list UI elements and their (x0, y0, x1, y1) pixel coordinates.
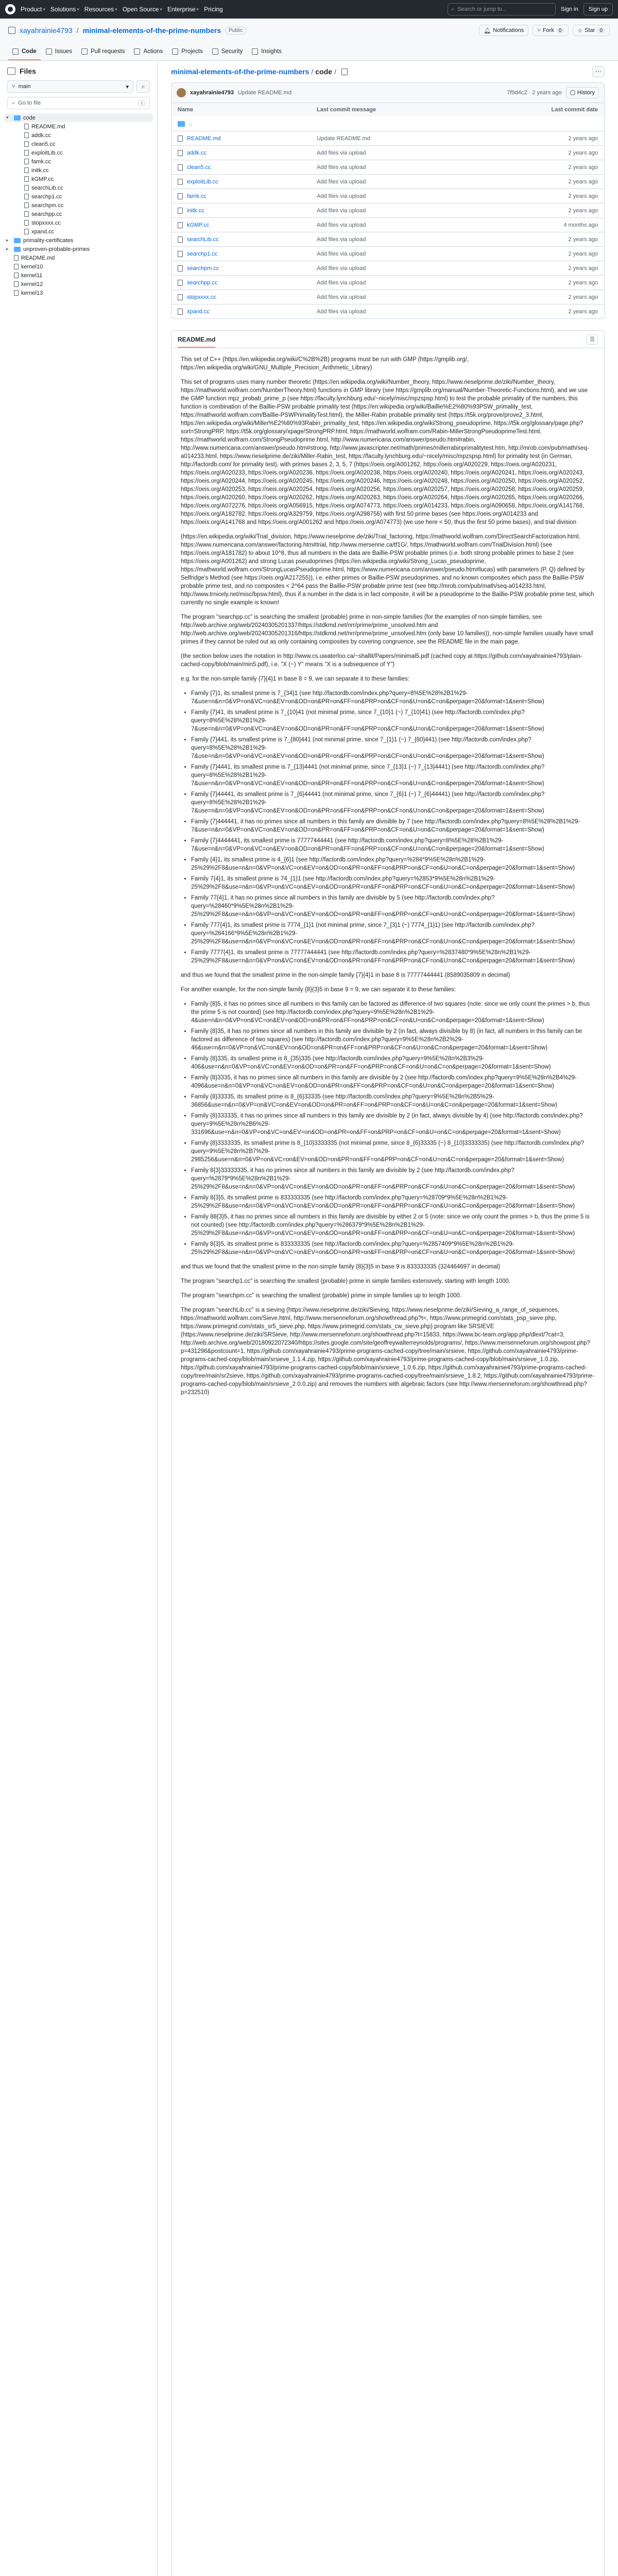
tab-issues[interactable]: Issues (42, 44, 76, 60)
tree-item-label: unproven-probable-primes (23, 246, 90, 252)
commit-date: 2 years ago (568, 164, 598, 171)
star-count: 0 (597, 28, 605, 33)
list-item: • Family 7{4}1, its smallest prime is 74_{1}1 (see http://factordb.com/index.php?query=%2853*9%5E%28n%2B1%29-25%29%2F8&use=n&n=0&VP=on&VC=on&EV=on&OD=on&PR=on&FF=on&PRP=on&CF=on&U=on&C=on&perpage=20&format=1&sent=Show) (191, 875, 595, 891)
commit-date: 4 months ago (563, 222, 598, 228)
file-icon (178, 164, 183, 171)
breadcrumb: minimal-elements-of-the-prime-numbers / code / (171, 67, 348, 76)
list-item: • Family 8{3}33333335, it has no primes since all numbers in this family are divisible by 2 (see http://factordb.com/index.php?query=%2879*9%5E%28n%2B1%29-25%29%2F8&use=n&n=0&VP=on&VC=on&EV=on&OD=on&PR=on&FF=on&PRP=on&CF=on&U=on&C=on&perpage=20&format=1&sent=Show) (191, 1166, 595, 1191)
tree-item[interactable] (4, 166, 153, 175)
chevron-down-icon: ▾ (196, 6, 199, 12)
tree-item[interactable] (4, 262, 153, 271)
readme-paragraph: This set of C++ (https://en.wikipedia.org/wiki/C%2B%2B) programs must be run with GMP (https://gmplib.org/, https://en.wikipedia.org/wiki/GNU_Multiple_Precision_Arithmetic_Library) (181, 357, 469, 371)
chevron-icon: ▾ (6, 115, 9, 120)
list-item: • Family {7}4441, its smallest prime is 7_{13}4441 (not minimal prime, since 7_{13}1 (~) 7_{13}4441) (see http://factordb.com/index.php?query=8%5E%28%2B1%29-7&use=n&n=0&VP=on&VC=on&EV=on&OD=on&PR=on&FF=on&PRP=on&CF=on&U=on&C=on&perpage=20&format=1&sent=Show) (191, 763, 595, 788)
global-search-input[interactable]: ⌕ Search or jump to... (448, 3, 556, 15)
tree-item[interactable] (4, 280, 153, 289)
tree-item-label: README.md (31, 123, 65, 130)
file-icon (178, 222, 183, 228)
readme-paragraph: The program "searchp1.cc" is searching the smallest (probable) prime in simple families extensively, starting with length 1000. (181, 1278, 511, 1284)
file-name-link[interactable]: README.md (187, 135, 221, 142)
more-options-button[interactable] (592, 66, 605, 77)
go-to-file-input[interactable]: ⌕ Go to file t (7, 97, 150, 109)
commit-date: 2 years ago (568, 193, 598, 199)
branch-selector[interactable]: ⑂ main ▾ (7, 80, 133, 93)
tree-item[interactable] (4, 148, 153, 157)
commit-date: 2 years ago (568, 178, 598, 185)
file-icon (178, 251, 183, 257)
tree-item-label: searchpp.cc (31, 211, 62, 217)
tree-item-label: primality-certificates (23, 237, 74, 244)
play-icon (134, 48, 140, 55)
tab-projects[interactable]: Projects (168, 44, 207, 60)
list-item: • Family {7}4444441, its smallest prime is 77777444441 (see http://factordb.com/index.php?query=8%5E%28%2B1%29-7&use=n&n=0&VP=on&VC=on&EV=on&OD=on&PR=on&FF=on&PRP=on&CF=on&U=on&C=on&perpage=20&format=1&sent=Show) (191, 837, 595, 853)
tree-item-label: kernel11 (21, 272, 43, 279)
breadcrumb-repo-link[interactable]: minimal-elements-of-the-prime-numbers (171, 67, 310, 76)
tree-item-label: kernel13 (21, 290, 43, 296)
visibility-badge: Public (225, 27, 246, 35)
breadcrumb-current: code (315, 67, 332, 76)
tree-item-label: famk.cc (31, 158, 51, 165)
tree-item-label: stopxxxx.cc (31, 219, 61, 226)
commit-message-link[interactable]: Add files via upload (317, 294, 366, 300)
nav-open-source[interactable]: Open Source ▾ (122, 6, 162, 13)
file-name-link[interactable]: exploitLib.cc (187, 178, 218, 185)
commit-message-link[interactable]: Add files via upload (317, 250, 366, 257)
search-icon: ⌕ (451, 6, 455, 12)
file-icon (14, 255, 19, 261)
tree-item-label: clean5.cc (31, 141, 56, 147)
table-row[interactable] (171, 174, 604, 189)
folder-icon (14, 247, 21, 252)
avatar[interactable] (177, 88, 186, 97)
tab-code[interactable]: Code (8, 44, 41, 60)
list-item: • Family {7}441, its smallest prime is 7_{80}441 (not minimal prime, since 7_{1}1 (~) 7_{80}441) (see http://factordb.com/index.php?query=8%5E%28%2B1%29-7&use=n&n=0&VP=on&VC=on&EV=on&OD=on&PR=on&FF=on&PRP=on&CF=on&U=on&C=on&perpage=20&format=1&sent=Show) (191, 736, 595, 760)
commit-date: 2 years ago (568, 149, 598, 156)
latest-commit-bar (171, 82, 605, 103)
commit-message-link[interactable]: Add files via upload (317, 164, 366, 171)
file-icon (178, 236, 183, 243)
commit-date: 2 years ago (568, 236, 598, 243)
tab-security[interactable]: Security (208, 44, 247, 60)
commit-message-link[interactable]: Update README.md (317, 135, 370, 142)
readme-paragraph: For another example, for the non-simple family {8}{3}5 in base 9 = 9, we can separate it to these families: (181, 987, 456, 993)
commit-message-link[interactable]: Add files via upload (317, 236, 366, 243)
commit-date: 2 years ago (568, 265, 598, 272)
readme-title[interactable]: README.md (178, 335, 216, 343)
table-row[interactable] (171, 232, 604, 246)
list-item: • Family 777{4}1, its smallest prime is 7774_{1}1 (not minimal prime, since 7_{3}1 (~) 7774_{1}1) (see http://factordb.com/index.php?query=%284166*9%5E%28n%2B1%29-25%29%2F8&use=n&n=0&VP=on&VC=on&EV=on&OD=on&PR=on&FF=on&PRP=on&CF=on&U=on&C=on&perpage=20&format=1&sent=Show) (191, 921, 595, 946)
list-item: • Family 8{3}5, its smallest prime is 833333335 (see http://factordb.com/index.php?query=%2857409*9%5E%28n%2B1%29-25%29%2F8&use=n&n=0&VP=on&VC=on&EV=on&OD=on&PR=on&FF=on&PRP=on&CF=on&U=on&C=on&perpage=20&format=1&sent=Show) (191, 1240, 595, 1257)
sidebar-title: Files (20, 67, 36, 75)
search-icon: ⌕ (12, 99, 15, 106)
table-row[interactable] (171, 275, 604, 290)
tab-actions[interactable]: Actions (130, 44, 167, 60)
file-icon (24, 132, 29, 138)
history-button[interactable]: History (566, 87, 599, 98)
tree-item[interactable] (4, 183, 153, 192)
file-name-link[interactable]: addk.cc (187, 149, 207, 156)
file-icon (24, 124, 29, 129)
nav-enterprise[interactable]: Enterprise ▾ (167, 6, 199, 13)
commit-date: 2 years ago (568, 294, 598, 300)
tree-item-label: code (23, 114, 36, 121)
table-row[interactable] (171, 189, 604, 203)
commit-message-link[interactable]: Add files via upload (317, 207, 366, 214)
tree-item-label: xpand.cc (31, 228, 55, 235)
list-item: • Family {8}33335, its smallest prime is 8_{6}33335 (see http://factordb.com/index.php?query=9%5E%28n%2B5%29-36856&use=n&n=0&VP=on&VC=on&EV=on&OD=on&PR=on&FF=on&PRP=on&CF=on&U=on&C=on&perpage=20&format=1&sent=Show) (191, 1093, 595, 1109)
star-icon: ☆ (577, 27, 583, 34)
table-row[interactable] (171, 203, 604, 217)
commit-date: 2 years ago (568, 207, 598, 214)
readme-paragraph: and thus we found that the smallest prime in the non-simple family {8}{3}5 in base 9 is 833333335 (324464697 in decimal) (181, 1264, 501, 1270)
folder-icon (14, 115, 21, 121)
tree-item[interactable] (4, 227, 153, 236)
table-row[interactable] (171, 217, 604, 232)
tree-item[interactable] (4, 218, 153, 227)
search-icon: ⌕ (141, 82, 145, 90)
file-icon (24, 185, 29, 191)
notifications-button[interactable]: 🔔︎ Notifications (479, 25, 528, 36)
file-icon (14, 264, 19, 269)
commit-date: 2 years ago (568, 279, 598, 286)
chevron-down-icon: ▾ (115, 6, 117, 12)
sidebar-collapse-icon[interactable] (7, 67, 15, 75)
list-item: • Family {8}35, it has no primes since all numbers in this family are divisible by 2 (in fact, always divisible by 8) (in fact, all numbers in this family can be factored as difference of two squares) (see http://factordb.com/index.php?query=9%5E%28n%2B2%29-46&use=n&n=0&VP=on&VC=on&EV=on&OD=on&PR=on&FF=on&PRP=on&CF=on&U=on&C=on&perpage=20&format=1&sent=Show) (191, 1027, 595, 1052)
file-icon (178, 265, 183, 272)
bell-icon: 🔔︎ (484, 27, 491, 34)
list-item: • Family 7777{4}1, its smallest prime is 77777444441 (see http://factordb.com/index.php?query=%2837480*9%5E%28n%2B1%29-25%29%2F8&use=n&n=0&VP=on&VC=on&EV=on&OD=on&PR=on&FF=on&PRP=on&CF=on&U=on&C=on&perpage=20&format=1&sent=Show) (191, 948, 595, 965)
file-icon (24, 159, 29, 164)
file-icon (24, 194, 29, 199)
tree-item[interactable] (4, 113, 153, 122)
table-icon (172, 48, 178, 55)
search-files-button[interactable] (136, 80, 150, 93)
file-name-link[interactable]: kGMP.cc (187, 222, 210, 228)
file-name-link[interactable]: initk.cc (187, 207, 204, 214)
tree-item[interactable] (4, 271, 153, 280)
file-icon (24, 176, 29, 182)
commit-date: 2 years ago (568, 250, 598, 257)
tree-item[interactable] (4, 122, 153, 131)
tree-item-label: searchp1.cc (31, 193, 62, 200)
file-icon (24, 150, 29, 156)
list-item: • Family {8}5, it has no primes since all numbers in this family can be factored as difference of two squares (note: since we only count the primes > b, thus the prime 5 is not counted) (see http://factordb.com/index.php?query=9%5E%28n%2B1%29-4&use=n&n=0&VP=on&VC=on&EV=on&OD=on&PR=on&FF=on&PRP=on&CF=on&U=on&C=on&perpage=20&format=1&sent=Show) (191, 1000, 595, 1025)
file-name-link[interactable]: famk.cc (187, 193, 207, 199)
branch-icon: ⑂ (12, 83, 15, 90)
tree-item[interactable] (4, 192, 153, 201)
readme-paragraph: The program "searchLib.cc" is a sieving (https://www.rieselprime.de/ziki/Sieving, https://www.rieselprime.de/ziki/Sieving_a_range_of_sequences, https://mathworld.wolfram.com/Sieve.html, http://www.mersenneforum.org/showthread.php?t=, https://www.primegrid.com/stats_psp_sieve.php, https://www.primegrid.com/stats_sr5_sieve.php, https://www.primegrid.com/stats_cw_sieve.php) program like SRSIEVE (https://www.rieselprime.de/ziki/SRSieve, http://www.mersenneforum.org/showthread.php?t=15833, https://www.bc-team.org/app.php/dlext/?cat=3, http://web.archive.org/web/20180922072340/https://sites.google.com/site/geoffreywalterreynolds/programs/, https://www.mersenneforum.org/showpost.php?p=431296&postcount=1, https://github.com/xayahrainie4793/prime-programs-cached-copy/tree/main/srsieve, https://github.com/xayahrainie4793/prime-programs-cached-copy/blob/main/srsieve_1.1.4.zip, https://github.com/xayahrainie4793/prime-programs-cached-copy/blob/main/srsieve_1.0.zip, https://github.com/xayahrainie4793/prime-programs-cached-copy/blob/main/srsieve_1.0.6.zip, https://github.com/xayahrainie4793/prime-programs-cached-copy/tree/main/sr2sieve, https://github.com/xayahrainie4793/prime-programs-cached-copy/tree/main/srsieve_1.8.2, https://github.com/xayahrainie4793/prime-programs-cached-copy/blob/main/srsieve_2.0.0.zip) and removes the numbers with algebraic factors (see http://www.mersenneforum.org/showthread.php?p=232510) (181, 1307, 594, 1396)
list-item: • Family {7}444441, it has no primes since all numbers in this family are divisible by 7 (see http://factordb.com/index.php?query=8%5E%28%2B1%29-7&use=n&n=0&VP=on&VC=on&EV=on&OD=on&PR=on&FF=on&PRP=on&CF=on&U=on&C=on&perpage=20&format=1&sent=Show) (191, 818, 595, 834)
tree-item-label: kernel10 (21, 263, 43, 270)
file-icon (24, 220, 29, 226)
tree-item-label: kernel12 (21, 281, 43, 287)
readme-paragraph: (the section below uses the notation in http://www.cs.uwaterloo.ca/~shallit/Papers/minimal5.pdf (cached copy at https://github.com/xayahrainie4793/plain-cached-copy/blob/main/min5.pdf), i.e. "X (~) Y" means "X is a subsequence of Y") (181, 653, 582, 668)
commit-message-link[interactable]: Add files via upload (317, 222, 366, 228)
file-icon (14, 273, 19, 278)
table-header: Name Last commit message Last commit date (171, 103, 604, 116)
tree-item-label: kGMP.cc (31, 176, 54, 182)
file-icon (178, 193, 183, 199)
file-icon (14, 290, 19, 296)
repo-header: xayahrainie4793 / minimal-elements-of-the-prime-numbers Public 🔔︎ Notifications ⑂ Fork 0 ☆ Star 0 (0, 19, 618, 42)
file-name-link[interactable]: searchpp.cc (187, 279, 218, 286)
commit-message-link[interactable]: Update README.md (238, 90, 291, 96)
file-name-link[interactable]: searchLib.cc (187, 236, 219, 243)
file-icon (24, 229, 29, 234)
chevron-down-icon: ▾ (160, 6, 162, 12)
file-icon (24, 167, 29, 173)
table-row[interactable] (171, 160, 604, 174)
family-list (191, 1000, 595, 1257)
list-item: • Family {8}3333335, its smallest prime is 8_{10}3333335 (not minimal prime, since 8_{6}33335 (~) 8_{10}3333335) (see http://factordb.com/index.php?query=9%5E%28n%2B7%29-2985256&use=n&n=0&VP=on&VC=on&EV=on&OD=on&PR=on&FF=on&PRP=on&CF=on&U=on&C=on&perpage=20&format=1&sent=Show) (191, 1139, 595, 1164)
table-row[interactable] (171, 290, 604, 304)
readme-paragraph: and thus we found that the smallest prime in the non-simple family {7}{4}1 in base 8 is 77777444441 (8589035809 in decimal) (181, 972, 510, 978)
commit-message-link[interactable]: Add files via upload (317, 193, 366, 199)
file-tree (0, 113, 157, 297)
table-row[interactable] (171, 304, 604, 318)
commit-message-link[interactable]: Add files via upload (317, 149, 366, 156)
repo-tabs (0, 42, 618, 61)
history-icon (570, 90, 575, 95)
github-logo-icon[interactable] (5, 4, 15, 14)
chevron-down-icon: ▾ (77, 6, 79, 12)
file-icon (178, 135, 183, 142)
tree-item[interactable] (4, 253, 153, 262)
table-row[interactable] (171, 145, 604, 160)
fork-count: 0 (556, 28, 564, 33)
file-icon (178, 280, 183, 286)
folder-icon (14, 238, 21, 243)
repo-icon (8, 27, 15, 34)
commit-hash[interactable]: 7f9d4c2 · 2 years ago (507, 90, 562, 96)
sign-up-button[interactable]: Sign up (583, 3, 613, 15)
pull-request-icon (81, 48, 88, 55)
tree-item[interactable] (4, 245, 153, 253)
readme-paragraph: e.g. for the non-simple family {7}{4}1 in base 8 = 9, we can separate it to these families: (181, 676, 409, 682)
shield-icon (212, 48, 218, 55)
readme-paragraph: The program "searchpm.cc" is searching the smallest (probable) prime in simple families up to length 1000. (181, 1293, 462, 1299)
tree-item[interactable] (4, 157, 153, 166)
table-row[interactable] (171, 261, 604, 275)
code-icon (12, 48, 19, 55)
list-item: • Family {7}1, its smallest prime is 7_{34}1 (see http://factordb.com/index.php?query=8%5E%28%2B1%29-7&use=n&n=0&VP=on&VC=on&EV=on&OD=on&PR=on&FF=on&PRP=on&CF=on&U=on&C=on&perpage=20&format=1&sent=Show) (191, 689, 595, 706)
file-icon (24, 141, 29, 147)
file-icon (178, 309, 183, 315)
list-item: • Family 88{3}5, it has no primes since all numbers in this family are divisible by either 2 or 5 (note: since we only count the primes > b, thus the prime 5 is not counted) (see http://factordb.com/index.php?query=%286379*9%5E%28n%2B1%29-25%29%2F8&use=n&n=0&VP=on&VC=on&EV=on&OD=on&PR=on&FF=on&PRP=on&CF=on&U=on&C=on&perpage=20&format=1&sent=Show) (191, 1213, 595, 1238)
list-icon[interactable]: ☰ (587, 334, 598, 345)
folder-icon (178, 121, 185, 127)
list-item: • Family {7}41, its smallest prime is 7_{10}41 (not minimal prime, since 7_{10}1 (~) 7_{10}41) (see http://factordb.com/index.php?query=8%5E%28%2B1%29-7&use=n&n=0&VP=on&VC=on&EV=on&OD=on&PR=on&FF=on&PRP=on&CF=on&U=on&C=on&perpage=20&format=1&sent=Show) (191, 708, 595, 733)
commit-message-link[interactable]: Add files via upload (317, 178, 366, 185)
tree-item[interactable] (4, 201, 153, 210)
list-item: • Family {8}333335, it has no primes since all numbers in this family are divisible by 2 (in fact, always divisible by 4) (see http://factordb.com/index.php?query=9%5E%28n%2B6%29-331696&use=n&n=0&VP=on&VC=on&EV=on&OD=on&PR=on&FF=on&PRP=on&CF=on&U=on&C=on&perpage=20&format=1&sent=Show) (191, 1112, 595, 1137)
tree-item[interactable] (4, 236, 153, 245)
list-item: • Family 8{3}5, its smallest prime is 833333335 (see http://factordb.com/index.php?query=%28709*9%5E%28n%2B1%29-25%29%2F8&use=n&n=0&VP=on&VC=on&EV=on&OD=on&PR=on&FF=on&PRP=on&CF=on&U=on&C=on&perpage=20&format=1&sent=Show) (191, 1194, 595, 1210)
readme-paragraph: This set of programs uses many number theoretic (https://en.wikipedia.org/wiki/Number_theory, https://www.rieselprime.de/ziki/Number_theory, https://mathworld.wolfram.com/NumberTheory.html) functions in GMP library (see https://gmplib.org/manual/Number-Theoretic-Functions.html), and we use the GMP function mpz_probab_prime_p (see https://faculty.lynchburg.edu/~nicely/misc/mpzspsp.html) to test the probable primality of the numbers, this function is combination of the Baillie-PSW probable primality test (https://en.wikipedia.org/wiki/Baillie%E2%80%93PSW_primality_test, https://mathworld.wolfram.com/Baillie-PSWPrimalityTest.html), the Miller-Rabin probable primality test (https://t5k.org/prove/prove2_3.html, https://en.wikipedia.org/wiki/Miller%E2%80%93Rabin_primality_test, https://en.wikipedia.org/wiki/Strong_pseudoprime, https://t5k.org/glossary/page.php?sort=StrongPRP, https://t5k.org/glossary/xpage/StrongPRP.html, https://mathworld.wolfram.com/Rabin-MillerStrongPseudoprimeTest.html, https://mathworld.wolfram.com/StrongPseudoprime.html, http://www.numericana.com/answer/pseudo.htm#rabin, http://www.numericana.com/answer/pseudo.htm#strong, http://www.javascripter.net/math/primes/millerrabinprimalitytest.htm, http://mrob.com/pub/math/seq-a014233.html, https://www.rieselprime.de/ziki/Miller-Rabin_test, https://faculty.lynchburg.edu/~nicely/misc/mpzspsp.html) for primality test (in German, http://factordb.com/ for primality test), with primes bases 2, 3, 5, 7 (https://oeis.org/A001262, https://oeis.org/A020229, https://oeis.org/A020231, https://oeis.org/A020233, https://oeis.org/A020236, https://oeis.org/A020238, https://oeis.org/A020240, https://oeis.org/A020241, https://oeis.org/A020243, https://oeis.org/A020244, https://oeis.org/A020245, https://oeis.org/A020246, https://oeis.org/A020248, https://oeis.org/A020250, https://oeis.org/A020252, https://oeis.org/A020253, https://oeis.org/A020254, https://oeis.org/A020256, https://oeis.org/A020257, https://oeis.org/A020258, https://oeis.org/A020259, https://oeis.org/A020260, https://oeis.org/A020262, https://oeis.org/A020263, https://oeis.org/A020264, https://oeis.org/A020265, https://oeis.org/A020266, https://oeis.org/A072276, https://oeis.org/A056915, https://oeis.org/A074773, https://oeis.org/A014233, https://oeis.org/A090658, https://oeis.org/A141768, https://oeis.org/A182782, https://oeis.org/A329759, https://oeis.org/A298756) with first 50 prime bases (see https://oeis.org/A014233 and https://oeis.org/A141768 and https://oeis.org/A001262 and https://oeis.org/A074773) (we use here < 50, thus the first 50 prime bases), and trial division (181, 379, 589, 526)
tree-item-label: searchLib.cc (31, 184, 63, 191)
file-name-link[interactable]: .. (189, 121, 193, 127)
tab-insights[interactable]: Insights (248, 44, 286, 60)
commit-date: 2 years ago (568, 135, 598, 142)
tree-item-label: exploitLib.cc (31, 149, 63, 156)
readme-paragraph: (https://en.wikipedia.org/wiki/Trial_division, https://www.rieselprime.de/ziki/Trial_factoring, https://mathworld.wolfram.com/DirectSearchFactorization.html, https://www.numericana.com/answer/factoring.htm#trial, http://www.mersenne.ca/tf1G/, https://mathworld.wolfram.com/TrialDivision.html) (see https://oeis.org/A181782) to about 10^8, thus all numbers in the data are Baillie-PSW probable primes (i.e. both strong probable primes to base 2 (see https://oeis.org/A001262) and strong Lucas pseudoprimes (https://en.wikipedia.org/wiki/Strong_Lucas_pseudoprime, https://mathworld.wolfram.com/StrongLucasPseudoprime.html, https://www.numericana.com/answer/pseudo.htm#lucas) with parameters (P, Q) defined by Selfridge's Method (see https://oeis.org/A217255)), i.e. either primes or Baillie-PSW pseudoprimes, and no known composites which pass the Baillie-PSW probable prime test, and no composites < 2^64 pass the Baillie-PSW probable prime test (see http://mrob.com/pub/math/seq-a014233.html, http://www.trnicely.net/misc/bpsw.html), thus if a number in the data is in fact composite, it will be a pseudoprime to the Baillie-PSW probable prime test, which currently no single example is known! (181, 534, 594, 606)
sign-in-link[interactable]: Sign in (561, 6, 578, 12)
table-row[interactable] (171, 131, 604, 145)
list-item: • Family {7}44441, its smallest prime is 7_{6}44441 (not minimal prime, since 7_{6}1 (~) 7_{6}44441) (see http://factordb.com/index.php?query=8%5E%28%2B1%29-7&use=n&n=0&VP=on&VC=on&EV=on&OD=on&PR=on&FF=on&PRP=on&CF=on&U=on&C=on&perpage=20&format=1&sent=Show) (191, 790, 595, 815)
list-item: • Family {8}335, its smallest prime is 8_{35}335 (see http://factordb.com/index.php?query=9%5E%28n%2B3%29-406&use=n&n=0&VP=on&VC=on&EV=on&OD=on&PR=on&FF=on&PRP=on&CF=on&U=on&C=on&perpage=20&format=1&sent=Show) (191, 1055, 595, 1071)
fork-button[interactable]: ⑂ Fork 0 (533, 25, 569, 36)
chevron-down-icon: ▾ (43, 6, 45, 12)
file-tree-sidebar (0, 61, 158, 2576)
commit-message-link[interactable]: Add files via upload (317, 308, 366, 315)
tab-pull-requests[interactable]: Pull requests (77, 44, 129, 60)
file-icon (14, 281, 19, 287)
file-icon (178, 294, 183, 300)
readme-body (171, 348, 604, 1413)
nav-solutions[interactable]: Solutions ▾ (50, 6, 79, 13)
star-button[interactable]: ☆ Star 0 (573, 25, 610, 36)
tree-item-label: README.md (21, 255, 55, 261)
file-icon (178, 150, 183, 156)
chevron-down-icon: ▾ (126, 83, 129, 90)
file-icon (24, 202, 29, 208)
tree-item[interactable] (4, 131, 153, 140)
commit-date: 2 years ago (568, 308, 598, 315)
table-row[interactable] (171, 116, 604, 131)
commit-message-link[interactable]: Add files via upload (317, 279, 366, 286)
copy-path-icon[interactable] (341, 69, 348, 75)
nav-product[interactable]: Product ▾ (21, 6, 45, 13)
list-item: • Family 77{4}1, it has no primes since all numbers in this family are divisible by 5 (see http://factordb.com/index.php?query=%28460*9%5E%28n%2B1%29-25%29%2F8&use=n&n=0&VP=on&VC=on&EV=on&OD=on&PR=on&FF=on&PRP=on&CF=on&U=on&C=on&perpage=20&format=1&sent=Show) (191, 894, 595, 919)
chevron-icon: ▸ (6, 246, 9, 251)
file-name-link[interactable]: clean5.cc (187, 164, 211, 171)
graph-icon (252, 48, 258, 55)
keyboard-shortcut: t (139, 100, 145, 106)
file-table (171, 103, 605, 319)
tree-item[interactable] (4, 210, 153, 218)
file-name-link[interactable]: stopxxxx.cc (187, 294, 216, 300)
readme-paragraph: The program "searchpp.cc" is searching the smallest (probable) prime in non-simple families (for the examples of non-simple families, see http://web.archive.org/web/20240305201337/https://stdkmd.net/nrr/prime/prime_unsolved.htm and http://web.archive.org/web/20240305201316/https://stdkmd.net/nrr/prime/prime_unsolved.htm (only base 10 families)), non-simple families usually have small primes if they cannot be ruled out as only containing composites by covering congruence, see the README file in the main page. (181, 614, 593, 645)
tree-item[interactable] (4, 289, 153, 297)
family-list (191, 689, 595, 965)
nav-pricing[interactable]: Pricing (204, 6, 223, 13)
global-header (0, 0, 618, 19)
file-icon (178, 179, 183, 185)
chevron-icon: ▸ (6, 238, 9, 243)
commit-author-link[interactable]: xayahrainie4793 (190, 90, 234, 96)
file-name-link[interactable]: searchp1.cc (187, 250, 218, 257)
issue-icon (46, 48, 52, 55)
table-row[interactable] (171, 246, 604, 261)
repo-name-link[interactable]: minimal-elements-of-the-prime-numbers (82, 26, 221, 35)
tree-item-label: initk.cc (31, 167, 49, 174)
fork-icon: ⑂ (537, 27, 541, 33)
commit-message-link[interactable]: Add files via upload (317, 265, 366, 272)
tree-item[interactable] (4, 175, 153, 183)
repo-owner-link[interactable]: xayahrainie4793 (20, 26, 73, 35)
file-icon (178, 208, 183, 214)
kebab-icon: ⋯ (595, 67, 602, 75)
list-item: • Family {8}3335, it has no primes since all numbers in this family are divisible by 2 (see http://factordb.com/index.php?query=9%5E%28n%2B4%29-4096&use=n&n=0&VP=on&VC=on&EV=on&OD=on&PR=on&FF=on&PRP=on&CF=on&U=on&C=on&perpage=20&format=1&sent=Show) (191, 1074, 595, 1090)
tree-item-label: searchpm.cc (31, 202, 64, 209)
file-name-link[interactable]: xpand.cc (187, 308, 210, 315)
readme-panel (171, 330, 605, 2576)
tree-item-label: addk.cc (31, 132, 51, 139)
list-item: • Family {4}1, its smallest prime is 4_{6}1 (see http://factordb.com/index.php?query=%284*9%5E%28n%2B1%29-25%29%2F8&use=n&n=0&VP=on&VC=on&EV=on&OD=on&PR=on&FF=on&PRP=on&CF=on&U=on&C=on&perpage=20&format=1&sent=Show) (191, 856, 595, 872)
file-icon (24, 211, 29, 217)
nav-resources[interactable]: Resources ▾ (84, 6, 117, 13)
tree-item[interactable] (4, 140, 153, 148)
file-name-link[interactable]: searchpm.cc (187, 265, 219, 272)
